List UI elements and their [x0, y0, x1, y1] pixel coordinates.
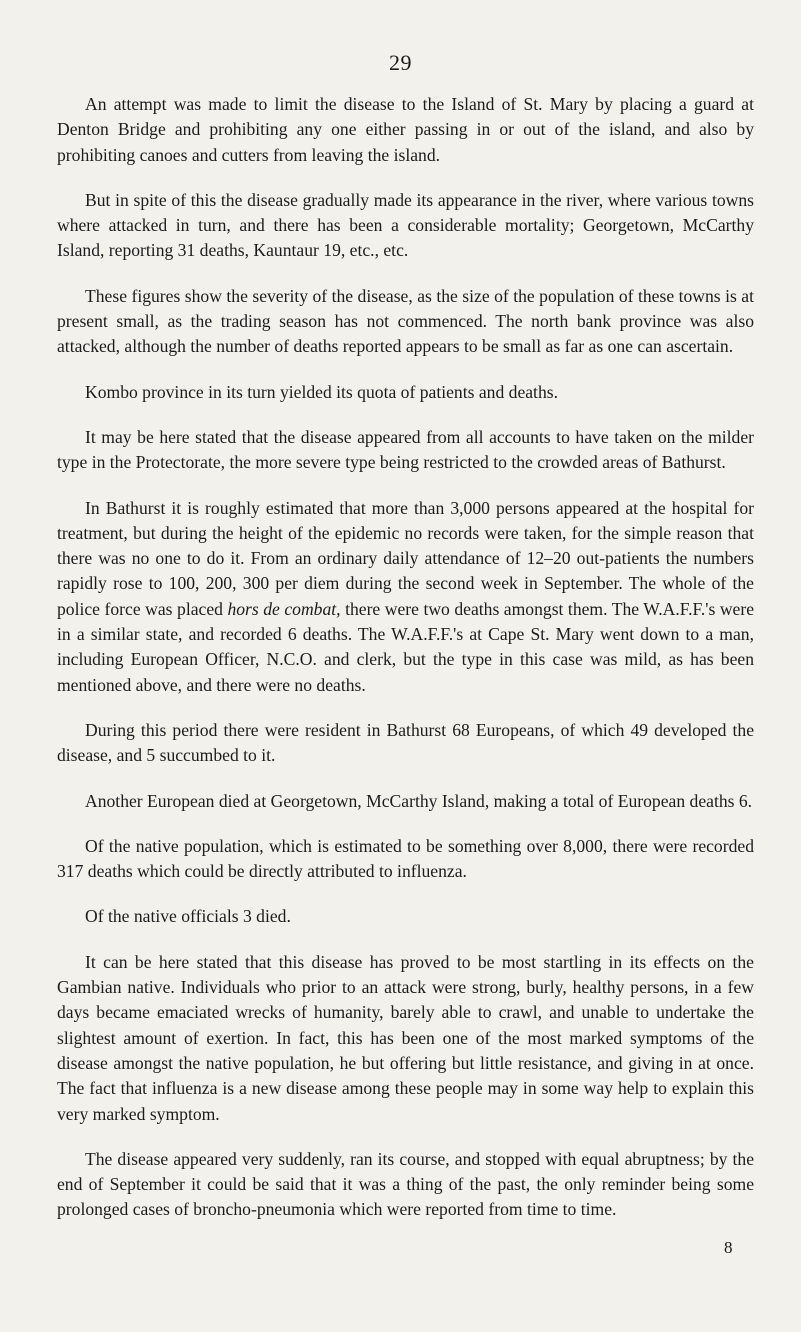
paragraph-native-population: Of the native population, which is estimated to be something over 8,000, there were recorded 317 deaths which could be directly attributed to influenza. — [57, 835, 754, 882]
paragraph-bathurst — [57, 496, 754, 698]
body-text — [57, 92, 754, 1243]
paragraph-end-of-epidemic: The disease appeared very suddenly, ran its course, and stopped with equal abruptness; by the end of September it could be said that it was a thing of the past, the only reminder being some prolonged cases of broncho-pneumonia which were reported from time to time. — [57, 1148, 754, 1220]
paragraph-effects: It can be here stated that this disease has proved to be most startling in its effects on the Gambian native. Individuals who prior to an attack were strong, burly, healthy persons, in a few days became emaciated wrecks of humanity, barely able to crawl, and unable to undertake the slightest amount of exertion. In fact, this has been one of the most marked symptoms of the disease amongst the native population, he but offering but little resistance, and giving in at once. The fact that influenza is a new disease among these people may in some way help to explain this very marked symptom. — [57, 951, 754, 1124]
paragraph-milder-type: It may be here stated that the disease appeared from all accounts to have taken on the milder type in the Protectorate, the more severe type being restricted to the crowded areas of Bathurst. — [57, 426, 754, 473]
bathurst-text-italic: hors de combat, — [227, 598, 341, 619]
bathurst-text-after: there were two deaths amongst them. The W.A.F.F.'s were in a similar state, and recorded 6 deaths. The W.A.F.F.'s at Cape St. Mary went down to a man, including European Officer, N.C.O. and clerk, but the type in this case was mild, as has been mentioned above, and there were no deaths. — [57, 598, 755, 695]
page-number: 29 — [389, 50, 412, 75]
paragraph-severity: These figures show the severity of the disease, as the size of the population of these towns is at present small, as the trading season has not commenced. The north bank province was also attacked, although the number of deaths reported appears to be small as far as one can ascertain. — [57, 285, 754, 357]
paragraph-europeans: During this period there were resident in Bathurst 68 Europeans, of which 49 developed the disease, and 5 succumbed to it. — [57, 719, 754, 766]
paragraph-river-spread: But in spite of this the disease gradually made its appearance in the river, where various towns where attacked in turn, and there has been a considerable mortality; Georgetown, McCarthy Island, reporting 31 deaths, Kauntaur 19, etc., etc. — [57, 189, 754, 261]
signature-mark: 8 — [724, 1238, 733, 1257]
bathurst-text-before: In Bathurst it is roughly estimated that more than 3,000 persons appeared at the hospital for treatment, but during the height of the epidemic no records were taken, for the simple reason that there was no one to do it. From an ordinary daily attendance of 12–20 out-patients the numbers rapidly rose to 100, 200, 300 per diem during the second week in September. The whole of the police force was placed — [57, 497, 754, 619]
paragraph-georgetown-death: Another European died at Georgetown, McCarthy Island, making a total of European deaths 6. — [85, 790, 753, 811]
paragraph-island-quarantine: An attempt was made to limit the disease to the Island of St. Mary by placing a guard at Denton Bridge and prohibiting any one either passing in or out of the island, and also by prohibiting canoes and cutters from leaving the island. — [57, 94, 754, 165]
paragraph-native-officials: Of the native officials 3 died. — [85, 906, 291, 927]
paragraph-kombo: Kombo province in its turn yielded its quota of patients and deaths. — [85, 381, 558, 402]
